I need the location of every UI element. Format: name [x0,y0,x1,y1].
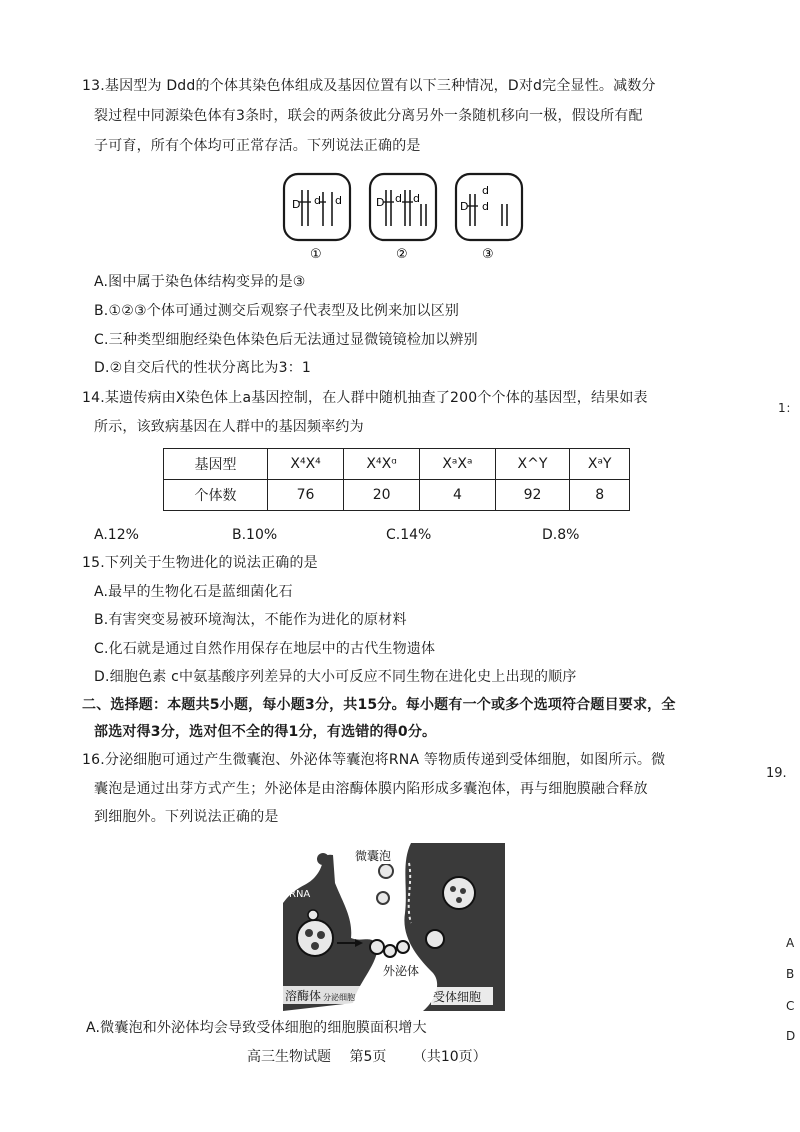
label-microvesicle: 微囊泡 [355,849,392,863]
margin-text-1: 1： [778,401,798,415]
q14-option-a: A.12% [94,527,139,543]
q16-stem-line-1: 16.分泌细胞可通过产生微囊泡、外泌体等囊泡将RNA 等物质传递到受体细胞，如图所示。微 [82,752,666,768]
q15-option-d: D.细胞色素 c中氨基酸序列差异的大小可反应不同生物在进化史上出现的顺序 [94,669,577,685]
label-rna: RNA [289,889,311,900]
q16-stem-line-3: 到细胞外。下列说法正确的是 [94,809,279,825]
q16-option-a: A.微囊泡和外泌体均会导致受体细胞的细胞膜面积增大 [86,1020,427,1036]
cell-3-gene-D: D [460,200,469,213]
table-header-cell: 基因型 [164,449,268,480]
q15-option-a: A.最早的生物化石是蓝细菌化石 [94,584,293,600]
table-header-cell: XᵃXᵃ [420,449,495,480]
q15-option-c: C.化石就是通过自然作用保存在地层中的古代生物遗体 [94,641,436,657]
table-cell: 个体数 [164,480,268,511]
microvesicle-2 [377,892,389,904]
table-cell: 76 [268,480,344,511]
cell-3-gene-d-1: d [482,184,489,197]
table-header-cell: X^Y [495,449,570,480]
cell-3 [456,174,522,262]
genotype-table [163,448,630,511]
footer-total: （共10页） [412,1049,487,1065]
cell-1-label: ① [310,247,322,262]
table-cell: 92 [495,480,570,511]
table-cell: 20 [344,480,420,511]
q13-stem-line-2: 裂过程中同源染色体有3条时，联会的两条彼此分离另外一条随机移向一极，假设所有配 [94,108,643,124]
page-footer [247,1047,487,1067]
cell-3-label: ③ [482,247,494,262]
q15-stem: 15.下列关于生物进化的说法正确的是 [82,555,318,571]
cell-1-gene-D: D [292,198,301,211]
cell-2-gene-d-2: d [413,192,420,205]
q13-option-a: A.图中属于染色体结构变异的是③ [94,274,306,290]
cell-1 [284,174,350,262]
margin-text-19: 19. [766,766,787,781]
q15-option-b: B.有害突变易被环境淘汰，不能作为进化的原材料 [94,612,407,628]
table-header-row [164,449,630,480]
margin-text-d: D [786,1029,796,1043]
label-exosome: 外泌体 [383,964,420,978]
label-lysosome: 溶酶体 [285,989,322,1003]
table-row [164,480,630,511]
microvesicle-dot [317,853,329,865]
q13-stem-line-3: 子可育，所有个体均可正常存活。下列说法正确的是 [94,138,421,154]
q14-stem-line-2: 所示，该致病基因在人群中的基因频率约为 [94,419,364,435]
q13-stem-line-1: 13.基因型为 Ddd的个体其染色体组成及基因位置有以下三种情况，D对d完全显性。减数分 [82,78,656,94]
q14-stem-line-1: 14.某遗传病由X染色体上a基因控制，在人群中随机抽查了200个个体的基因型，结果如表 [82,390,648,406]
cell-2 [370,174,436,262]
cell-3-gene-d-2: d [482,200,489,213]
label-secretory-cell: 分泌细胞 [323,993,355,1002]
margin-text-b: B [786,967,795,981]
table-header-cell: X⁴Xᵅ [344,449,420,480]
footer-page: 第5页 [349,1049,387,1065]
cell-2-gene-D: D [376,196,385,209]
section-2-heading: 二、选择题：本题共5小题，每小题3分，共15分。每小题有一个或多个选项符合题目要求，全 [82,697,676,713]
q13-option-c: C.三种类型细胞经染色体染色后无法通过显微镜镜检加以辨别 [94,332,478,348]
table-cell: 4 [420,480,495,511]
footer-title: 高三生物试题 [247,1049,331,1065]
q14-option-d: D.8% [542,527,580,543]
q13-option-b: B.①②③个体可通过测交后观察子代表型及比例来加以区别 [94,303,460,319]
section-2-instructions: 部选对得3分，选对但不全的得1分，有选错的得0分。 [94,724,437,740]
table-header-cell: XᵃY [570,449,630,480]
q13-option-d: D.②自交后代的性状分离比为3：1 [94,360,311,376]
q16-stem-line-2: 囊泡是通过出芽方式产生；外泌体是由溶酶体膜内陷形成多囊泡体，再与细胞膜融合释放 [94,781,648,797]
table-cell: 8 [570,480,630,511]
cell-2-gene-d-1: d [395,192,402,205]
q14-option-b: B.10% [232,527,278,543]
table-header-cell: X⁴X⁴ [268,449,344,480]
multivesicular-body [297,920,333,956]
margin-text-c: C [786,999,795,1013]
cell-1-gene-d-1: d [314,194,321,207]
q13-chromosome-figure [280,170,530,262]
cell-2-label: ② [396,247,408,262]
label-receptor-cell: 受体细胞 [433,990,482,1004]
vesicle-figure [283,843,505,1011]
margin-text-a: A [786,936,795,950]
microvesicle-1 [379,864,393,878]
receptor-endosome [443,877,475,909]
q14-option-c: C.14% [386,527,432,543]
cell-1-gene-d-2: d [335,194,342,207]
